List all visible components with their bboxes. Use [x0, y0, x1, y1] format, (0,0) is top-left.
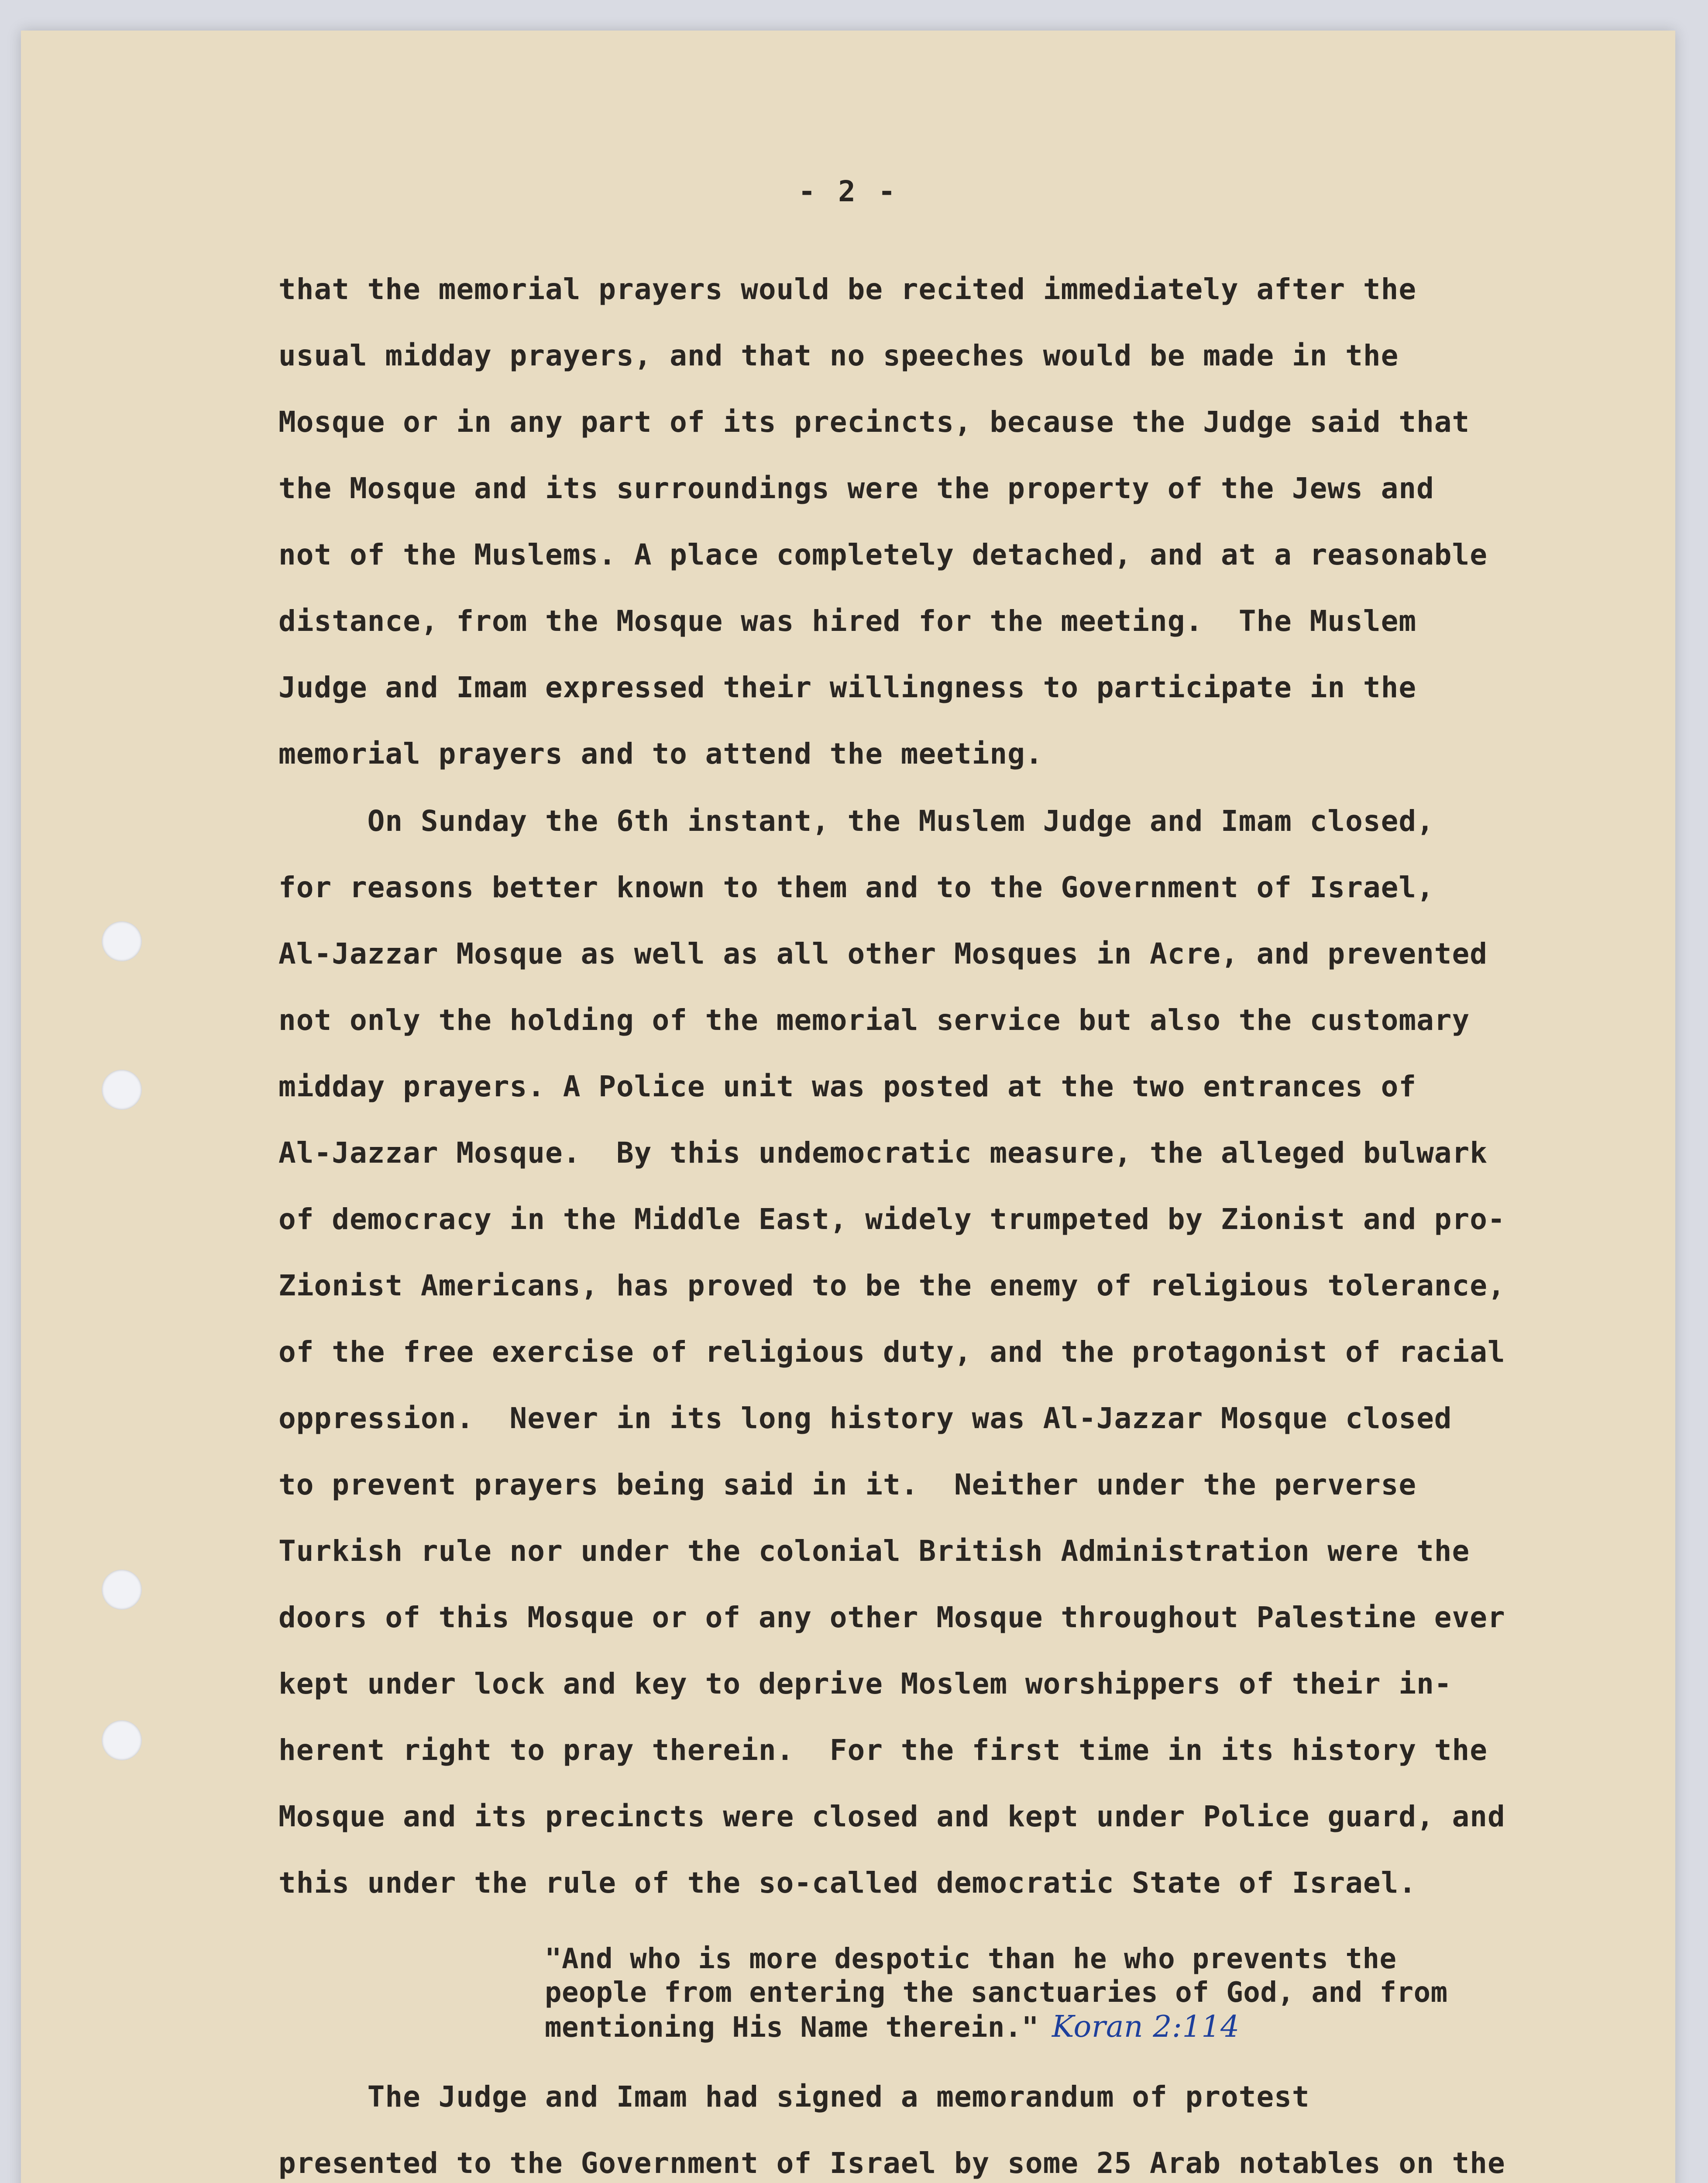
text-line: for reasons better known to them and to the Government of Israel,	[278, 871, 1434, 904]
text-line: not of the Muslems. A place completely detached, and at a reasonable	[278, 538, 1488, 572]
text-line: Judge and Imam expressed their willingness to participate in the	[278, 671, 1417, 704]
text-line: The Judge and Imam had signed a memorandum of protest	[278, 2080, 1310, 2114]
text-line: to prevent prayers being said in it. Neither under the perverse	[278, 1468, 1417, 1501]
text-line: herent right to pray therein. For the first time in its history the	[278, 1733, 1488, 1767]
text-line: midday prayers. A Police unit was posted at the two entrances of	[278, 1070, 1417, 1103]
text-line: doors of this Mosque or of any other Mosque throughout Palestine ever	[278, 1601, 1505, 1634]
punch-hole	[102, 1720, 142, 1760]
text-line: of the free exercise of religious duty, and the protagonist of racial	[278, 1335, 1505, 1369]
text-line: oppression. Never in its long history was Al-Jazzar Mosque closed	[278, 1401, 1452, 1435]
text-line: that the memorial prayers would be recited immediately after the	[278, 272, 1417, 306]
text-line: this under the rule of the so-called democratic State of Israel.	[278, 1866, 1417, 1900]
text-line: Mosque or in any part of its precincts, because the Judge said that	[278, 405, 1470, 439]
text-line: of democracy in the Middle East, widely trumpeted by Zionist and pro-	[278, 1202, 1505, 1236]
quote-line	[545, 2012, 1240, 2042]
punch-hole	[102, 921, 142, 961]
handwritten-annotation: Koran 2:114	[1052, 2010, 1240, 2044]
text-line: Al-Jazzar Mosque as well as all other Mosques in Acre, and prevented	[278, 937, 1488, 971]
text-line: kept under lock and key to deprive Moslem worshippers of their in-	[278, 1667, 1452, 1701]
text-line: usual midday prayers, and that no speeches would be made in the	[278, 339, 1399, 372]
text-line: Turkish rule nor under the colonial British Administration were the	[278, 1534, 1470, 1568]
page-number: - 2 -	[798, 175, 898, 208]
text-line: Mosque and its precincts were closed and kept under Police guard, and	[278, 1800, 1505, 1833]
text-line: the Mosque and its surroundings were the property of the Jews and	[278, 472, 1434, 505]
text-line: On Sunday the 6th instant, the Muslem Judge and Imam closed,	[278, 804, 1434, 838]
text-line: not only the holding of the memorial service but also the customary	[278, 1003, 1470, 1037]
text-line: memorial prayers and to attend the meeting.	[278, 737, 1043, 771]
punch-hole	[102, 1570, 142, 1610]
text-line: Al-Jazzar Mosque. By this undemocratic measure, the alleged bulwark	[278, 1136, 1488, 1170]
text-line: Zionist Americans, has proved to be the enemy of religious tolerance,	[278, 1269, 1505, 1302]
document-page	[21, 31, 1675, 2183]
text-line: presented to the Government of Israel by some 25 Arab notables on the	[278, 2146, 1505, 2180]
quote-line: people from entering the sanctuaries of God, and from	[545, 1976, 1448, 2009]
quote-line: "And who is more despotic than he who prevents the	[545, 1943, 1397, 1975]
text-line: distance, from the Mosque was hired for the meeting. The Muslem	[278, 604, 1417, 638]
quote-text: mentioning His Name therein."	[545, 2011, 1039, 2044]
punch-hole	[102, 1070, 142, 1110]
